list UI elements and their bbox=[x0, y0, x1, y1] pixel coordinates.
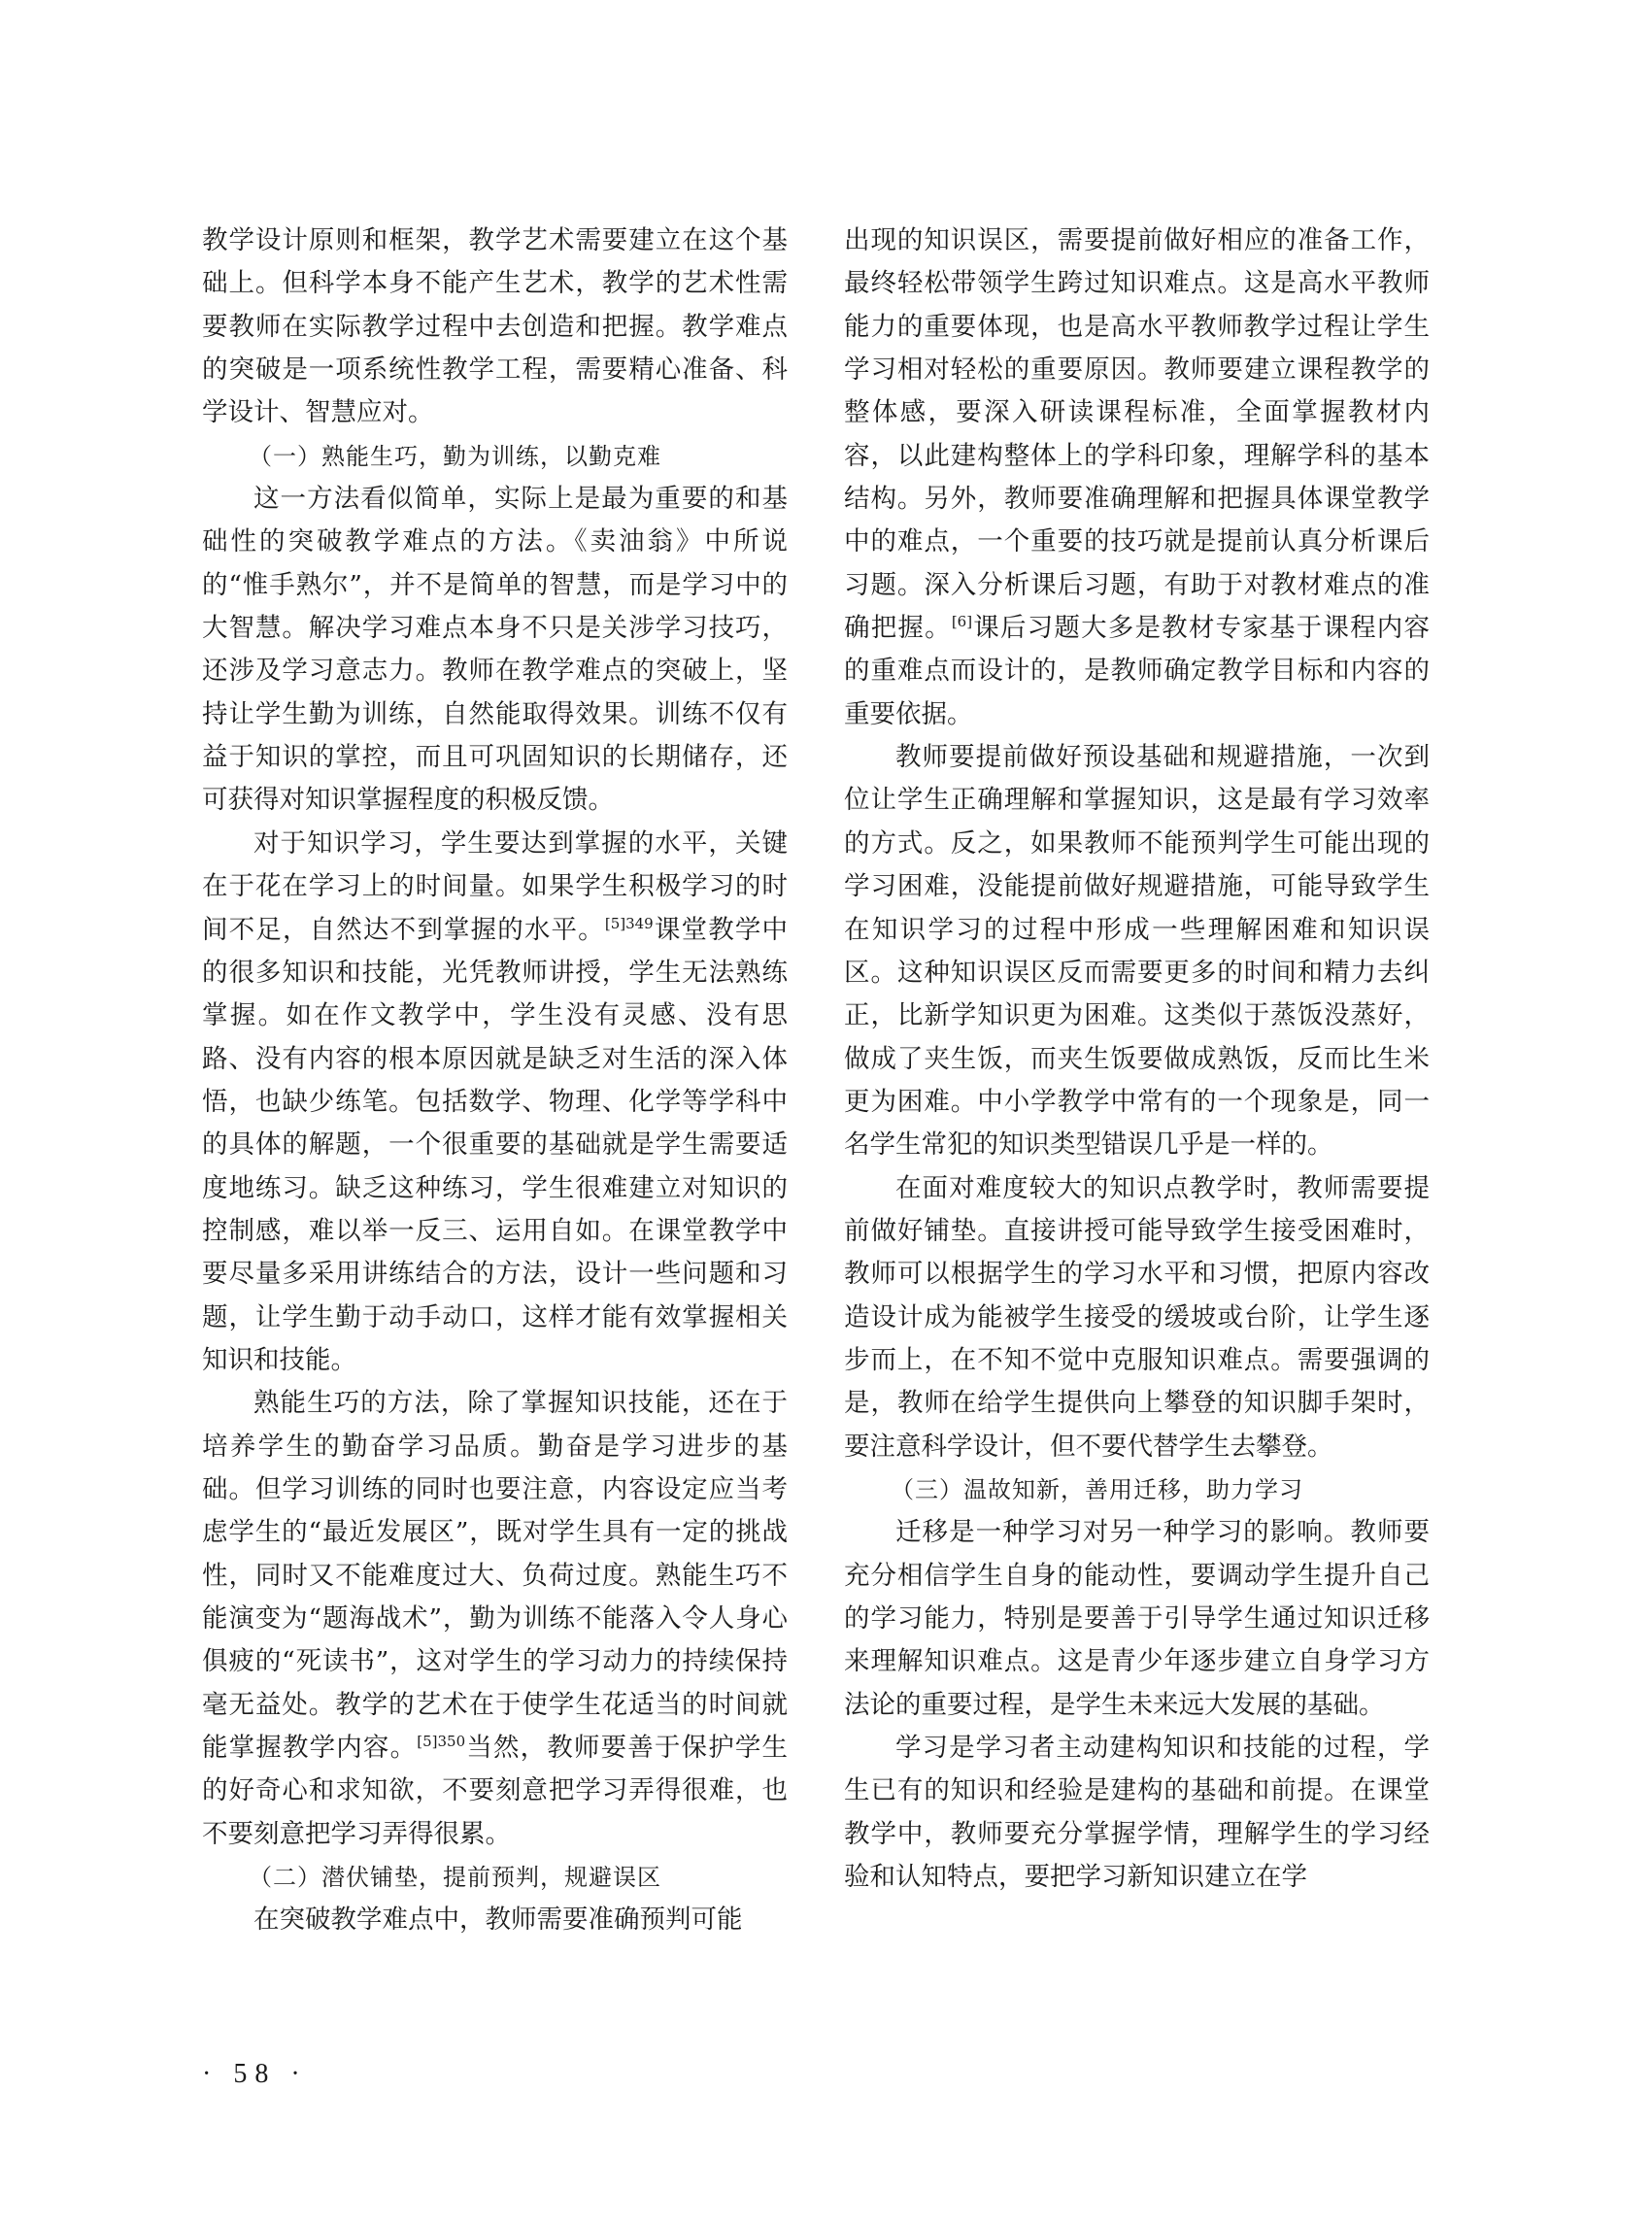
paragraph-text: 出现的知识误区，需要提前做好相应的准备工作，最终轻松带领学生跨过知识难点。这是高水平教师能力的重要体现，也是高水平教师教学过程让学生学习相对轻松的重要原因。教师要建立课程教学的整体感，要深入研读课程标准，全面掌握教材内容，以此建构整体上的学科印象，理解学科的基本结构。另外，教师要准确理解和把握具体课堂教学中的难点，一个重要的技巧就是提前认真分析课后习题。深入分析课后习题，有助于对教材难点的准确把握。 bbox=[844, 225, 1430, 644]
paragraph-text: 对于知识学习，学生要达到掌握的水平，关键在于花在学习上的时间量。如果学生积极学习的时间不足，自然达不到掌握的水平。 bbox=[202, 827, 788, 945]
paragraph: 教师要提前做好预设基础和规避措施，一次到位让学生正确理解和掌握知识，这是最有学习效率的方式。反之，如果教师不能预判学生可能出现的学习困难，没能提前做好规避措施，可能导致学生在知识学习的过程中形成一些理解困难和知识误区。这种知识误区反而需要更多的时间和精力去纠正，比新学知识更为困难。这类似于蒸饭没蒸好，做成了夹生饭，而夹生饭要做成熟饭，反而比生米更为困难。中小学教学中常有的一个现象是，同一名学生常犯的知识类型错误几乎是一样的。 bbox=[844, 742, 1430, 1161]
paragraph-text: 熟能生巧的方法，除了掌握知识技能，还在于培养学生的勤奋学习品质。勤奋是学习进步的基础。但学习训练的同时也要注意，内容设定应当考虑学生的“最近发展区”，既对学生具有一定的挑战性，同时又不能难度过大、负荷过度。熟能生巧不能演变为“题海战术”，勤为训练不能落入令人身心俱疲的“死读书”，这对学生的学习动力的持续保持毫无益处。教学的艺术在于使学生花适当的时间就能掌握教学内容。 bbox=[202, 1388, 788, 1764]
paragraph: 在面对难度较大的知识点教学时，教师需要提前做好铺垫。直接讲授可能导致学生接受困难时，教师可以根据学生的学习水平和习惯，把原内容改造设计成为能被学生接受的缓坡或台阶，让学生逐步而上，在不知不觉中克服知识难点。需要强调的是，教师在给学生提供向上攀登的知识脚手架时，要注意科学设计，但不要代替学生去攀登。 bbox=[844, 1172, 1430, 1462]
section-heading: （三）温故知新，善用迁移，助力学习 bbox=[891, 1475, 1303, 1503]
page-number: · 58 · bbox=[202, 2059, 308, 2089]
paragraph: 学习是学习者主动建构知识和技能的过程，学生已有的知识和经验是建构的基础和前提。在课堂教学中，教师要充分掌握学情，理解学生的学习经验和认知特点，要把学习新知识建立在学 bbox=[844, 1733, 1430, 1893]
paragraph-text: 课堂教学中的很多知识和技能，光凭教师讲授，学生无法熟练掌握。如在作文教学中，学生没有灵感、没有思路、没有内容的根本原因就是缺乏对生活的深入体悟，也缺少练笔。包括数学、物理、化学等学科中的具体的解题，一个很重要的基础就是学生需要适度地练习。缺乏这种练习，学生很难建立对知识的控制感，难以举一反三、运用自如。在课堂教学中要尽量多采用讲练结合的方法，设计一些问题和习题，让学生勤于动手动口，这样才能有效掌握相关知识和技能。 bbox=[202, 914, 789, 1375]
citation-ref: [6] bbox=[951, 613, 973, 631]
citation-ref: [5]349 bbox=[604, 914, 654, 932]
right-column bbox=[844, 219, 1430, 1899]
paragraph bbox=[202, 1382, 788, 1856]
section-heading: （二）潜伏铺垫，提前预判，规避误区 bbox=[249, 1864, 661, 1892]
paragraph: 迁移是一种学习对另一种学习的影响。教师要充分相信学生自身的能动性，要调动学生提升自己的学习能力，特别是要善于引导学生通过知识迁移来理解知识难点。这是青少年逐步建立自身学习方法论的重要过程，是学生未来远大发展的基础。 bbox=[844, 1517, 1430, 1720]
paragraph: 教学设计原则和框架，教学艺术需要建立在这个基础上。但科学本身不能产生艺术，教学的艺术性需要教师在实际教学过程中去创造和把握。教学难点的突破是一项系统性教学工程，需要精心准备、科学设计、智慧应对。 bbox=[202, 225, 788, 428]
paragraph bbox=[202, 823, 788, 1382]
paragraph bbox=[844, 219, 1430, 736]
left-column bbox=[202, 219, 788, 1942]
citation-ref: [5]350 bbox=[417, 1733, 466, 1751]
paragraph-text: 课后习题大多是教材专家基于课程内容的重难点而设计的，是教师确定教学目标和内容的重要依据。 bbox=[844, 613, 1431, 729]
paragraph-text: 当然，教师要善于保护学生的好奇心和求知欲，不要刻意把学习弄得很难，也不要刻意把学习弄得很累。 bbox=[202, 1733, 789, 1849]
paragraph: 在突破教学难点中，教师需要准确预判可能 bbox=[253, 1905, 743, 1936]
paragraph: 这一方法看似简单，实际上是最为重要的和基础性的突破教学难点的方法。《卖油翁》中所说的“惟手熟尔”，并不是简单的智慧，而是学习中的大智慧。解决学习难点本身不只是关涉学习技巧，还涉及学习意志力。教师在教学难点的突破上，坚持让学生勤为训练，自然能取得效果。训练不仅有益于知识的掌控，而且可巩固知识的长期储存，还可获得对知识掌握程度的积极反馈。 bbox=[202, 484, 788, 816]
section-heading: （一）熟能生巧，勤为训练，以勤克难 bbox=[249, 442, 661, 470]
